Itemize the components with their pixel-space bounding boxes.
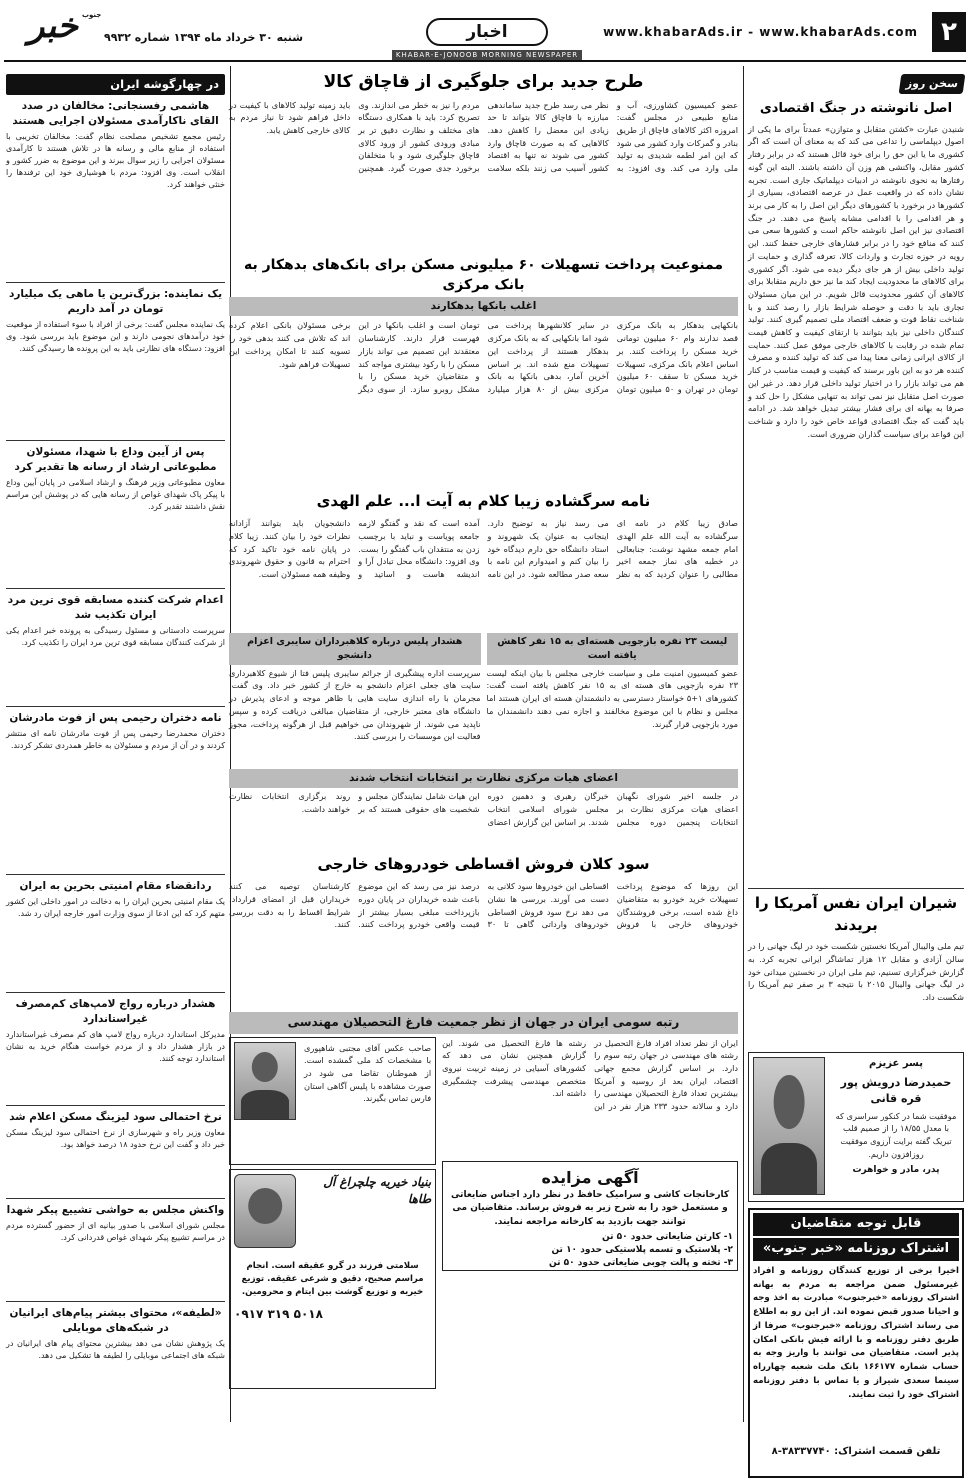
missing-person-ad — [229, 1037, 436, 1165]
left-section-title: در چهارگوشه ایران — [6, 74, 225, 95]
charity-body: سلامتی فرزند در گرو عقیقه است. انجام مراسم صحیح، دقیق و شرعی عقیقه. توزیع خیریه و توزیع گوشت بین ایتام و محرومین. — [241, 1260, 424, 1298]
subscription-title-2: اشتراک روزنامه «خبر جنوب» — [753, 1238, 959, 1261]
news-item: «لطیفه»، محتوای بیشتر پیام‌های ایرانیان در شبکه‌های موبایلی یک پژوهش نشان می دهد بیشترین محتوای پیام های ایرانیان در شبکه های اجتماعی موبایلی را لطیفه ها تشکیل می دهد. — [6, 1306, 225, 1361]
news-item: هشدار درباره رواج لامپ‌های کم‌مصرف غیراستاندارد مدیرکل استاندارد درباره رواج لامپ های کم مصرف غیراستاندارد در بازار هشدار داد و از مردم خواست هنگام خرید به نشان استاندارد توجه کنند. — [6, 997, 225, 1064]
missing-person-body: صاحب عکس آقای مجتبی شاهپوری با مشخصات کد ملی گمشده است. از هموطنان تقاضا می شود در صورت مشاهده با پلیس آگاهی استان فارس تماس بگیرند. — [304, 1042, 432, 1104]
charity-ad — [229, 1169, 436, 1389]
congrats-signature: پدر، مادر و خواهرت — [852, 1165, 940, 1176]
page-number: ۲ — [932, 12, 966, 52]
article-smuggling: عضو کمیسیون کشاورزی، آب و منابع طبیعی در مجلس گفت: امروزه اکثر کالاهای قاچاق از طریق بنادر و گمرکات وارد کشور می شود که این امر لطمه شدیدی به تولید ملی وارد می کند. وی افزود: به نظر می رسد طرح جدید ساماندهی مبارزه با قاچاق کالا بتواند تا حد زیادی این معضل را کاهش دهد. کالاهایی که به صورت قاچاق وارد کشور می شوند نه تنها به اقتصاد کشور آسیب می زنند بلکه سلامت مردم را نیز به خطر می اندازند. وی تصریح کرد: باید با همکاری دستگاه های مختلف و نظارت دقیق تر بر مبادی ورودی کشور از ورود کالای قاچاق جلوگیری شود و با متخلفان برخورد جدی صورت گیرد. همچنین باید زمینه تولید کالاهای با کیفیت در داخل فراهم شود تا نیاز مردم به کالای خارجی کاهش یابد. — [229, 99, 738, 174]
subscription-body: اخیرا برخی از توزیع کنندگان روزنامه و افراد غیرمسئول ضمن مراجعه به مردم به بهانه اشتراک روزنامه «خبرجنوب» مبادرت به اخذ وجه و احیانا صدور قبض نموده اند. از این رو به اطلاع می رساند اشتراک روزنامه «خبرجنوب» صرفا از طریق دفتر روزنامه و با ارائه فیش بانکی امکان پذیر است. متقاضیان می توانند با واریز وجه به حساب شماره ۱۶۶۱۷۷ بانک ملت شعبه چهارراه سینما سعدی شیراز و یا تماس با دفتر روزنامه اشتراک خود را ثبت نمایند. — [753, 1265, 960, 1400]
auction-body: کارخانجات کاشی و سرامیک حافظ در نظر دارد اجناس ضایعاتی و مستعمل خود را به شرح زیر به فروش برساند. متقاضیان می توانند جهت بازدید به کارخانه مراجعه نمایند. — [450, 1189, 730, 1227]
news-item: پس از آیین وداع با شهدا، مسئولان مطبوعاتی ارشاد از رسانه ها تقدیر کرد معاون مطبوعاتی وزیر فرهنگ و ارشاد اسلامی در پایان آیین وداع با پیکر پاک شهدای غواص از رسانه هایی که در پوشش این مراسم نقش داشتند تقدیر کرد. — [6, 445, 225, 512]
auction-item: ۲- پلاستیک و تسمه پلاستیکی حدود ۱۰ تن — [551, 1245, 733, 1256]
headline-cyber-police: هشدار پلیس درباره کلاهبرداران سایبری اعزام دانشجو — [229, 633, 481, 665]
student-photo — [753, 1057, 825, 1195]
editorial-title: اصل نانوشته در جنگ اقتصادی — [759, 100, 953, 116]
news-item: ردانقضاء مقام امنیتی بحرین به ایران یک مقام امنیتی بحرین ایران را به دخالت در امور داخلی این کشور متهم کرد که این ادعا از سوی وزارت امور خارجه ایران رد شد. — [6, 879, 225, 918]
auction-ad — [442, 1161, 738, 1271]
subscription-phone: تلفن قسمت اشتراک: ۳۸۳۳۷۷۴۰-۸ — [771, 1445, 941, 1457]
headline-housing-loan: ممنوعیت پرداخت تسهیلات ۶۰ میلیونی مسکن برای بانک‌های بدهکار به بانک مرکزی — [243, 256, 724, 293]
article-election-board: در جلسه اخیر شورای نگهبان اعضای هیات مرکزی نظارت بر انتخابات پنجمین دوره مجلس خبرگان رهبری و دهمین دوره مجلس شورای اسلامی انتخاب شدند. بر اساس این گزارش اعضای این هیات شامل نمایندگان مجلس و شخصیت های حقوقی هستند که بر روند برگزاری انتخابات نظارت خواهند داشت. — [229, 791, 738, 827]
article-housing-loan: بانکهایی بدهکار به بانک مرکزی قصد ندارند وام ۶۰ میلیون تومانی خرید مسکن را پرداخت کنند. بر اساس اعلام بانک مرکزی، تسهیلات خرید مسکن تا سقف ۶۰ میلیون تومان در تهران و ۵۰ میلیون تومان در سایر کلانشهرها پرداخت می شود اما بانکهایی که به بانک مرکزی بدهکار هستند از پرداخت این تسهیلات منع شده اند. بر اساس آخرین آمار، بدهی بانکها به بانک مرکزی بیش از ۸۰ هزار میلیارد تومان است و اغلب بانکها در این فهرست قرار دارند. کارشناسان معتقدند این تصمیم می تواند بازار مسکن را با رکود بیشتری مواجه کند و متقاضیان خرید مسکن را با مشکل روبرو سازد. از سوی دیگر برخی مسئولان بانکی اعلام کرده اند که تلاش می کنند بدهی خود را تسویه کنند تا امکان پرداخت این تسهیلات فراهم شود. — [229, 320, 738, 394]
congrats-body: موفقیت شما در کنکور سراسری که با معدل ۱۸/۵۵ را از صمیم قلب تبریک گفته برایت آرزوی موفقیت روزافزون داریم. — [835, 1110, 957, 1159]
article-car-installments: این روزها که موضوع پرداخت تسهیلات خرید خودرو به متقاضیان داغ شده است، برخی فروشندگان خودروهای خارجی با فروش اقساطی این خودروها سود کلانی به دست می آورند. بررسی ها نشان می دهد نرخ سود فروش اقساطی خودروهای وارداتی گاهی تا ۳۰ درصد نیز می رسد که این موضوع باعث شده خریداران در پایان دوره بازپرداخت مبلغی بسیار بیشتر از قیمت واقعی خودرو پرداخت کنند. کارشناسان توصیه می کنند خریداران قبل از امضای قرارداد، شرایط اقساط را به دقت بررسی کنند. — [229, 881, 738, 930]
subscription-notice — [748, 1208, 964, 1478]
logo-subtitle: جنوب — [82, 11, 102, 19]
sport-title: شیران ایران نفس آمریکا را بریدند — [754, 893, 958, 934]
subhead-housing-loan: اغلب بانکها بدهکارند — [229, 297, 738, 316]
website-url[interactable]: www.khabarAds.ir - www.khabarAds.com — [603, 25, 918, 39]
newspaper-logo: خبر — [27, 6, 79, 46]
missing-person-photo — [234, 1042, 296, 1120]
article-cyber-police: سرپرست اداره پیشگیری از جرائم سایبری پلیس فتا از شیوع کلاهبرداری سایت های جعلی اعزام دانشجو به خارج از کشور خبر داد. وی گفت: مجرمان با راه اندازی سایت هایی با ظاهر موجه و ادعای پذیرش در دانشگاه های معتبر خارجی، از متقاضیان مبالغی دریافت کرده و سپس ناپدید می شوند. از شهروندان می خواهیم قبل از هرگونه پرداخت، مجوز فعالیت این موسسات را بررسی کنند. — [229, 667, 481, 742]
column-divider — [743, 66, 744, 1422]
auction-item: ۱- کارتن ضایعاتی حدود ۵۰ تن — [602, 1232, 733, 1243]
sport-body: تیم ملی والیبال آمریکا نخستین شکست خود در لیگ جهانی را در سالن آزادی و مقابل ۱۲ هزار تماشاگر ایرانی تجربه کرد. به گزارش خبرگزاری تسنیم، تیم ملی ایران در نخستین میدانی خود در لیگ جهانی والیبال ۲۰۱۵ با نتیجه ۳ بر صفر تیم آمریکا را شکست داد. — [748, 941, 964, 1003]
congrats-heading: پسر عزیزم — [869, 1058, 923, 1070]
headline-nuclear-list: لیست ۲۳ نفره بازجویی هسته‌ای به ۱۵ نفر کاهش یافته است — [487, 633, 739, 665]
news-item: هاشمی رفسنجانی: مخالفان در صدد القای ناکارآمدی مسئولان اجرایی هستند رئیس مجمع تشخیص مصلحت نظام گفت: مخالفان تخریبی با استفاده از منابع مالی و رسانه ها در تلاش هستند تا کارآمدی مسئولان اجرایی را زیر سوال ببرند و این موضوع به ضرر کشور و انقلاب است. وی افزود: مردم با هوشیاری خود این ترفندها را خنثی خواهند کرد. — [6, 99, 225, 190]
headline-car-installments: سود کلان فروش اقساطی خودروهای خارجی — [317, 855, 650, 874]
baby-photo — [234, 1174, 296, 1248]
right-column — [748, 66, 964, 1457]
headline-letter: نامه سرگشاده زیبا کلام به آیت ا... علم الهدی — [316, 492, 651, 511]
section-title: اخبار — [426, 18, 548, 46]
column-tag: سخن روز — [899, 74, 966, 94]
auction-item: ۳- تخته و پالت چوبی ضایعاتی حدود ۵۰ تن — [549, 1258, 733, 1269]
headline-engineering-rank: رتبه سومی ایران در جهان از نظر جمعیت فارغ التحصیلان مهندسی — [229, 1012, 738, 1033]
congrats-name: حمیدرضا درویش پور قره قانی — [840, 1075, 952, 1105]
headline-smuggling: طرح جدید برای جلوگیری از قاچاق کالا — [323, 72, 644, 92]
middle-column — [229, 66, 738, 1422]
subscription-title: قابل توجه متقاضیان — [753, 1213, 959, 1236]
news-item: نرخ احتمالی سود لیزینگ مسکن اعلام شد معاون وزیر راه و شهرسازی از نرخ احتمالی سود لیزینگ مسکن خبر داد و گفت این نرخ حدود ۱۸ درصد خواهد بود. — [6, 1110, 225, 1149]
news-item: اعدام شرکت کننده مسابقه قوی ترین مرد ایران تکذیب شد سرپرست دادستانی و مسئول رسیدگی به پرونده خبر اعدام یکی از شرکت کنندگان مسابقه قوی ترین مرد ایران را تکذیب کرد. — [6, 593, 225, 648]
issue-date: شنبه ۳۰ خرداد ماه ۱۳۹۴ شماره ۹۹۳۲ — [104, 31, 304, 44]
article-nuclear-list: عضو کمیسیون امنیت ملی و سیاست خارجی مجلس با بیان اینکه لیست ۲۳ نفره بازجویی های هسته ای به ۱۵ نفر کاهش یافته است گفت: کشورهای ۱+۵ خواستار دسترسی به دانشمندان هسته ای ایران هستند اما مجلس و نظام با این موضوع مخالفند و اجازه نمی دهند دانشمندان ما مورد بازجویی قرار گیرند. — [486, 667, 738, 729]
editorial-body: شنیدن عبارت «کشتن متقابل و متوازن» عمدتاً برای ما یکی از اصول دیپلماسی را تداعی می کند که به معنای آن است که اگر کشوری ما یا این حق را برای خود قائل هستند که در برابر رفتار کشور مقابل، واکنشی هم وزن آن داشته باشند. البته این گونه رفتارها به نحوی نانوشته در ادبیات دیپلماتیک جاری است. تجربه نشان داده که در واقعیت عمل در عرصه اقتصادی، بسیاری از کشورها در برخورد با کشورهای دیگر این اصل را به کار می برند و هر اقدامی را با اقدامی مشابه پاسخ می دهند. در جنگ اقتصادی نیز این اصل نانوشته حاکم است و کشورها سعی می کنند که منافع خود را در برابر فشارهای خارجی حفظ کنند. این رویه در حوزه تجارت و واردات کالا، تعرفه گذاری و حمایت از تولید داخلی بیش از هر جای دیگر دیده می شود. اگر کشوری برای کالاهای ما محدودیت ایجاد کند ما نیز حق داریم متقابلا برای کالاهای آن کشور محدودیت قائل شویم. در این میان مسئولان تجاری باید با دقت و حوصله شرایط بازار را رصد کنند و با شناخت نقاط قوت و ضعف اقتصاد ملی تصمیم گیری کنند. تولید کنندگان داخلی نیز باید بتوانند با ارتقای کیفیت و کاهش قیمت تمام شده در رقابت با کالاهای خارجی موفق عمل کنند. حمایت از کالای ایرانی زمانی معنا پیدا می کند که تولید کننده و مصرف کننده هر دو به این باور برسند که کیفیت و قیمت مناسب در کنار هم می تواند بازار را در اختیار تولید داخلی قرار دهد. در غیر این صورت اصل متقابل نیز نمی تواند به تنهایی مشکل را حل کند و صرفا به بهانه ای برای فشار بیشتر تبدیل خواهد شد. در ادامه باید گفت که جنگ اقتصادی قواعد خاص خود را دارد و شناخت این قواعد برای سیاست گذاران ضروری است. — [748, 123, 964, 439]
news-item: واکنش مجلس به حواشی تشییع پیکر شهدا مجلس شورای اسلامی با صدور بیانیه ای از حضور گسترده مردم در مراسم تشییع پیکر شهدای غواص قدردانی کرد. — [6, 1203, 225, 1242]
masthead — [4, 4, 966, 62]
left-column — [6, 66, 225, 1422]
article-engineering-rank: ایران از نظر تعداد افراد فارغ التحصیل در رشته های مهندسی در جهان رتبه سوم را دارد. بر اساس گزارش مجمع جهانی اقتصاد، ایران بعد از روسیه و آمریکا بیشترین تعداد فارغ التحصیلان مهندسی را دارد و سالانه حدود ۲۳۳ هزار نفر در این رشته ها فارغ التحصیل می شوند. این گزارش همچنین نشان می دهد که کشورهای آسیایی در زمینه تربیت نیروی متخصص مهندسی پیشرفت چشمگیری داشته اند. — [442, 1037, 738, 1112]
auction-title: آگهی مزایده — [541, 1167, 639, 1187]
article-letter: صادق زیبا کلام در نامه ای سرگشاده به آیت الله علم الهدی امام جمعه مشهد نوشت: جنابعالی در خطبه های نماز جمعه اخیر مطالبی را عنوان کردید که به نظر می رسد نیاز به توضیح دارد. اینجانب به عنوان یک شهروند و استاد دانشگاه حق دارم دیدگاه خود را بیان کنم و امیدوارم این نامه با سعه صدر مطالعه شود. در این نامه آمده است که نقد و گفتگو لازمه جامعه پویاست و نباید با برچسب زدن به منتقدان باب گفتگو را بست. وی افزود: دانشگاه محل تبادل آرا و اندیشه هاست و اساتید و دانشجویان باید بتوانند آزادانه نظرات خود را بیان کنند. زیبا کلام در پایان نامه خود تاکید کرد که احترام به قانون و حقوق شهروندی وظیفه همه مسئولان است. — [229, 518, 738, 580]
section-subtitle: KHABAR-E-JONOOB MORNING NEWSPAPER — [392, 50, 582, 60]
charity-phone[interactable]: ۰۹۱۷ ۳۱۹ ۵۰۱۸ — [234, 1306, 323, 1321]
charity-title: بنیاد خیریه چلچراغ آل طاها — [323, 1174, 432, 1206]
news-item: یک نماینده: بزرگ‌ترین یا ماهی یک میلیارد تومان در آمد داریم یک نماینده مجلس گفت: برخی از افراد با سوء استفاده از موقعیت خود درآمدهای نجومی دارند و این موضوع باید بررسی شود. وی افزود: دستگاه های نظارتی باید به این پرونده ها رسیدگی کنند. — [6, 287, 225, 354]
headline-election-board: اعضای هیات مرکزی نظارت بر انتخابات انتخاب شدند — [229, 769, 738, 788]
news-item: نامه دختران رحیمی پس از فوت مادرشان دختران محمدرضا رحیمی پس از فوت مادرشان نامه ای منتشر کردند و در آن از مردم و مسئولان به خاطر همدردی تشکر کردند. — [6, 711, 225, 750]
congrats-box — [748, 1052, 964, 1202]
